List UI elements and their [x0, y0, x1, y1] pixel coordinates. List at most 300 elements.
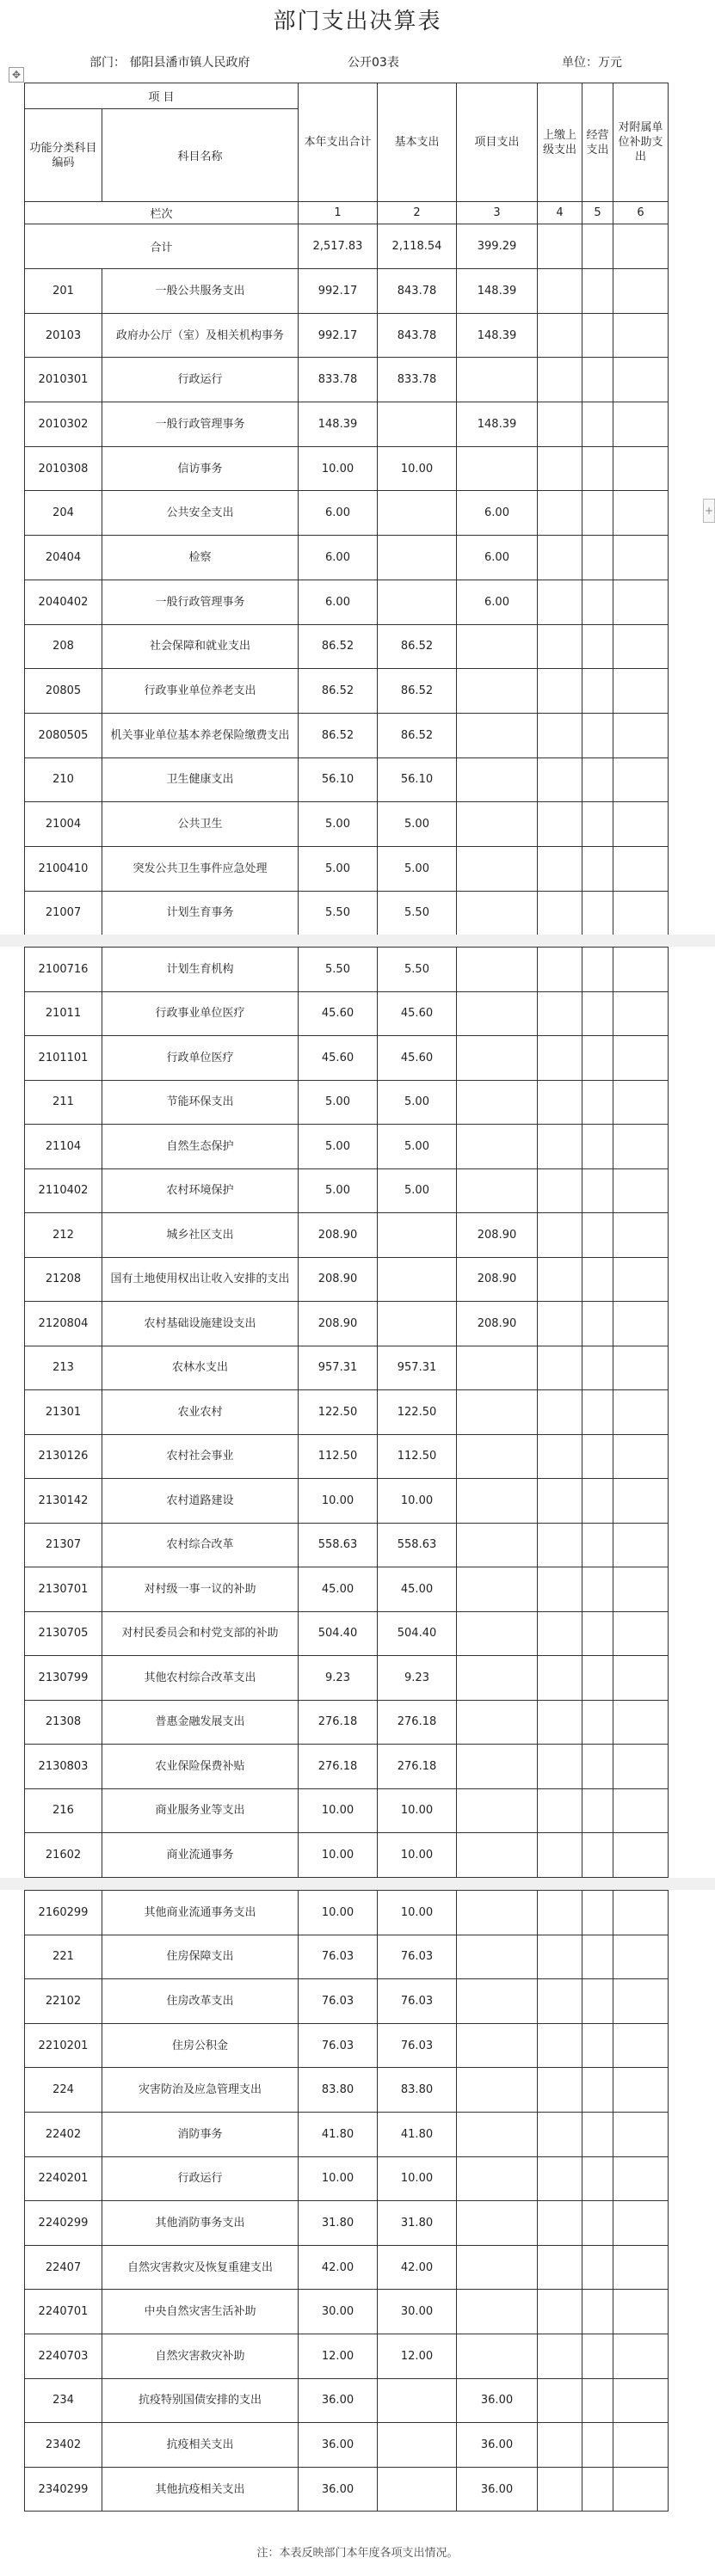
cell-project	[457, 846, 538, 891]
cell-subsidy	[613, 948, 669, 992]
table-row	[25, 1125, 669, 1169]
table-add-column-icon[interactable]: +	[703, 499, 715, 523]
cell-project	[457, 1833, 538, 1878]
cell-project	[457, 2245, 538, 2290]
cell-code: 21208	[25, 1257, 102, 1302]
cell-total: 504.40	[299, 1611, 378, 1656]
cell-upper	[538, 1935, 582, 1979]
header-upper: 上缴上级支出	[538, 83, 582, 202]
cell-total: 2,517.83	[299, 224, 378, 269]
cell-total: 208.90	[299, 1257, 378, 1302]
cell-subsidy	[613, 1833, 669, 1878]
cell-total: 122.50	[299, 1390, 378, 1435]
cell-project	[457, 1168, 538, 1213]
table-row	[25, 991, 669, 1036]
table-row	[25, 1168, 669, 1213]
cell-basic: 45.60	[378, 991, 457, 1036]
cell-basic: 112.50	[378, 1434, 457, 1479]
table-row	[25, 491, 669, 536]
cell-total: 558.63	[299, 1523, 378, 1567]
cell-project	[457, 1891, 538, 1935]
cell-upper	[538, 491, 582, 536]
cell-subsidy	[613, 580, 669, 624]
cell-upper	[538, 1611, 582, 1656]
cell-subject-name: 农业保险保费补贴	[102, 1745, 299, 1789]
cell-code: 210	[25, 757, 102, 802]
cell-total: 76.03	[299, 2023, 378, 2068]
cell-code: 211	[25, 1080, 102, 1125]
cell-subsidy	[613, 1979, 669, 2024]
cell-code: 2130701	[25, 1567, 102, 1612]
cell-operation	[582, 624, 613, 669]
cell-subsidy	[613, 2201, 669, 2246]
table-row	[25, 269, 669, 314]
cell-total: 76.03	[299, 1935, 378, 1979]
header-project-expense: 项目支出	[457, 83, 538, 202]
cell-upper	[538, 1257, 582, 1302]
cell-total: 992.17	[299, 269, 378, 314]
cell-basic: 276.18	[378, 1745, 457, 1789]
cell-total: 276.18	[299, 1700, 378, 1745]
cell-operation	[582, 536, 613, 580]
cell-subsidy	[613, 1788, 669, 1833]
cell-operation	[582, 1979, 613, 2024]
cell-code: 2080505	[25, 713, 102, 757]
cell-code: 2110402	[25, 1168, 102, 1213]
cell-upper	[538, 1125, 582, 1169]
cell-subsidy	[613, 1125, 669, 1169]
cell-upper	[538, 1168, 582, 1213]
col-number: 6	[613, 202, 669, 224]
cell-upper	[538, 1390, 582, 1435]
cell-total: 42.00	[299, 2245, 378, 2290]
cell-subsidy	[613, 1302, 669, 1346]
cell-basic: 122.50	[378, 1390, 457, 1435]
cell-code: 2120804	[25, 1302, 102, 1346]
cell-subsidy	[613, 846, 669, 891]
cell-basic: 558.63	[378, 1523, 457, 1567]
cell-project	[457, 1567, 538, 1612]
cell-total: 112.50	[299, 1434, 378, 1479]
cell-subsidy	[613, 1700, 669, 1745]
cell-code: 2240201	[25, 2156, 102, 2201]
cell-project: 36.00	[457, 2423, 538, 2468]
cell-subject-name: 一般行政管理事务	[102, 580, 299, 624]
header-project: 项 目	[25, 83, 299, 109]
cell-operation	[582, 757, 613, 802]
cell-subject-name: 自然灾害救灾补助	[102, 2334, 299, 2378]
cell-operation	[582, 1700, 613, 1745]
cell-project	[457, 1479, 538, 1524]
cell-upper	[538, 580, 582, 624]
cell-upper	[538, 1700, 582, 1745]
cell-basic: 276.18	[378, 1700, 457, 1745]
cell-subject-name: 机关事业单位基本养老保险缴费支出	[102, 713, 299, 757]
table-row	[25, 446, 669, 491]
cell-code: 2010308	[25, 446, 102, 491]
cell-subject-name: 节能环保支出	[102, 1080, 299, 1125]
cell-project: 36.00	[457, 2467, 538, 2512]
cell-project	[457, 2023, 538, 2068]
cell-subject-name: 信访事务	[102, 446, 299, 491]
cell-subsidy	[613, 1656, 669, 1701]
cell-code: 2240703	[25, 2334, 102, 2378]
cell-code: 2130799	[25, 1656, 102, 1701]
cell-subject-name: 农业农村	[102, 1390, 299, 1435]
cell-project	[457, 2112, 538, 2156]
cell-total: 41.80	[299, 2112, 378, 2156]
cell-upper	[538, 846, 582, 891]
cell-subject-name: 对村民委员会和村党支部的补助	[102, 1611, 299, 1656]
cell-operation	[582, 2245, 613, 2290]
cell-basic	[378, 491, 457, 536]
cell-subject-name: 行政事业单位养老支出	[102, 669, 299, 714]
table-row	[25, 1700, 669, 1745]
cell-operation	[582, 846, 613, 891]
table-move-handle-icon[interactable]: ✥	[9, 67, 24, 83]
table-row	[25, 2290, 669, 2334]
cell-project: 6.00	[457, 491, 538, 536]
cell-code: 21011	[25, 991, 102, 1036]
cell-upper	[538, 1434, 582, 1479]
cell-total: 31.80	[299, 2201, 378, 2246]
cell-basic	[378, 2423, 457, 2468]
cell-upper	[538, 2467, 582, 2512]
table-row	[25, 1745, 669, 1789]
cell-code: 204	[25, 491, 102, 536]
cell-total: 36.00	[299, 2467, 378, 2512]
cell-code: 2340299	[25, 2467, 102, 2512]
cell-operation	[582, 1479, 613, 1524]
cell-total: 10.00	[299, 446, 378, 491]
footnote: 注：本表反映部门本年度各项支出情况。	[256, 2547, 459, 2560]
cell-upper	[538, 2378, 582, 2423]
cell-operation	[582, 1935, 613, 1979]
cell-subject-name: 抗疫相关支出	[102, 2423, 299, 2468]
cell-code: 234	[25, 2378, 102, 2423]
cell-subsidy	[613, 713, 669, 757]
cell-basic: 9.23	[378, 1656, 457, 1701]
cell-upper	[538, 2023, 582, 2068]
cell-code: 20404	[25, 536, 102, 580]
cell-basic: 86.52	[378, 713, 457, 757]
cell-project	[457, 1080, 538, 1125]
cell-project	[457, 1979, 538, 2024]
cell-upper	[538, 1479, 582, 1524]
header-basic: 基本支出	[378, 83, 457, 202]
cell-project: 6.00	[457, 580, 538, 624]
cell-code: 2240701	[25, 2290, 102, 2334]
cell-code: 2010301	[25, 358, 102, 402]
table-row	[25, 1935, 669, 1979]
table-row	[25, 846, 669, 891]
cell-total: 12.00	[299, 2334, 378, 2378]
cell-subsidy	[613, 2245, 669, 2290]
table-row	[25, 1656, 669, 1701]
cell-basic: 10.00	[378, 1788, 457, 1833]
cell-total: 45.00	[299, 1567, 378, 1612]
cell-basic: 10.00	[378, 1891, 457, 1935]
table-row	[25, 580, 669, 624]
cell-subsidy	[613, 1213, 669, 1258]
cell-basic: 2,118.54	[378, 224, 457, 269]
cell-operation	[582, 580, 613, 624]
cell-upper	[538, 269, 582, 314]
table-row	[25, 2156, 669, 2201]
cell-total: 36.00	[299, 2423, 378, 2468]
cell-project	[457, 1700, 538, 1745]
cell-subject-name: 其他抗疫相关支出	[102, 2467, 299, 2512]
cell-upper	[538, 358, 582, 402]
cell-subsidy	[613, 1168, 669, 1213]
cell-upper	[538, 1346, 582, 1390]
table-row	[25, 2378, 669, 2423]
cell-upper	[538, 1656, 582, 1701]
cell-upper	[538, 2423, 582, 2468]
cell-total: 992.17	[299, 313, 378, 358]
cell-basic: 45.00	[378, 1567, 457, 1612]
table-row	[25, 1213, 669, 1258]
cell-subject-name: 一般公共服务支出	[102, 269, 299, 314]
total-row	[25, 224, 669, 269]
table-row	[25, 2201, 669, 2246]
header-operation: 经营支出	[582, 83, 613, 202]
cell-subject-name: 城乡社区支出	[102, 1213, 299, 1258]
cell-code: 2130705	[25, 1611, 102, 1656]
cell-code: 21307	[25, 1523, 102, 1567]
table-row	[25, 1788, 669, 1833]
cell-subject-name: 行政单位医疗	[102, 1036, 299, 1081]
cell-subsidy	[613, 358, 669, 402]
cell-upper	[538, 1213, 582, 1258]
cell-subsidy	[613, 2156, 669, 2201]
cell-code: 224	[25, 2068, 102, 2113]
cell-subject-name: 自然生态保护	[102, 1125, 299, 1169]
table-row	[25, 2334, 669, 2378]
cell-subject-name: 检察	[102, 536, 299, 580]
table-row	[25, 358, 669, 402]
cell-total: 56.10	[299, 757, 378, 802]
cell-upper	[538, 536, 582, 580]
table-row	[25, 1302, 669, 1346]
cell-project	[457, 2068, 538, 2113]
cell-total: 957.31	[299, 1346, 378, 1390]
cell-total: 10.00	[299, 1891, 378, 1935]
cell-total: 208.90	[299, 1213, 378, 1258]
cell-subsidy	[613, 757, 669, 802]
table-row	[25, 802, 669, 847]
cell-subject-name: 农村道路建设	[102, 1479, 299, 1524]
cell-project	[457, 1346, 538, 1390]
cell-code: 2100410	[25, 846, 102, 891]
cell-total: 83.80	[299, 2068, 378, 2113]
cell-total: 5.00	[299, 1168, 378, 1213]
cell-operation	[582, 446, 613, 491]
cell-project	[457, 1523, 538, 1567]
department-label: 部门： 郁阳县潘市镇人民政府	[89, 56, 250, 70]
cell-project: 208.90	[457, 1213, 538, 1258]
col-number: 4	[538, 202, 582, 224]
cell-upper	[538, 1979, 582, 2024]
cell-project: 148.39	[457, 269, 538, 314]
cell-basic: 12.00	[378, 2334, 457, 2378]
cell-upper	[538, 1833, 582, 1878]
cell-subject-name: 农村综合改革	[102, 1523, 299, 1567]
cell-subsidy	[613, 1434, 669, 1479]
table-row	[25, 2068, 669, 2113]
cell-subject-name: 其他消防事务支出	[102, 2201, 299, 2246]
cell-total: 36.00	[299, 2378, 378, 2423]
cell-basic	[378, 536, 457, 580]
cell-operation	[582, 269, 613, 314]
cell-code: 213	[25, 1346, 102, 1390]
cell-upper	[538, 713, 582, 757]
page-title: 部门支出决算表	[273, 9, 442, 34]
cell-project	[457, 1434, 538, 1479]
cell-basic	[378, 1213, 457, 1258]
cell-total: 86.52	[299, 624, 378, 669]
cell-basic: 42.00	[378, 2245, 457, 2290]
cell-total: 148.39	[299, 402, 378, 447]
cell-basic: 76.03	[378, 1979, 457, 2024]
cell-operation	[582, 991, 613, 1036]
cell-basic: 10.00	[378, 2156, 457, 2201]
cell-subsidy	[613, 1257, 669, 1302]
cell-project: 208.90	[457, 1257, 538, 1302]
cell-operation	[582, 2334, 613, 2378]
cell-total: 10.00	[299, 1833, 378, 1878]
cell-total: 45.60	[299, 1036, 378, 1081]
cell-upper	[538, 624, 582, 669]
cell-code: 212	[25, 1213, 102, 1258]
cell-upper	[538, 2201, 582, 2246]
cell-subject-name: 国有土地使用权出让收入安排的支出	[102, 1257, 299, 1302]
table-row	[25, 1523, 669, 1567]
cell-basic: 833.78	[378, 358, 457, 402]
table-row	[25, 669, 669, 714]
cell-subsidy	[613, 802, 669, 847]
table-row	[25, 1833, 669, 1878]
cell-basic: 86.52	[378, 669, 457, 714]
cell-upper	[538, 1302, 582, 1346]
cell-operation	[582, 2423, 613, 2468]
cell-total: 6.00	[299, 580, 378, 624]
cell-subject-name: 其他农村综合改革支出	[102, 1656, 299, 1701]
cell-total: 833.78	[299, 358, 378, 402]
cell-upper	[538, 1036, 582, 1081]
cell-code: 2130803	[25, 1745, 102, 1789]
cell-operation	[582, 2290, 613, 2334]
cell-operation	[582, 313, 613, 358]
cell-total: 30.00	[299, 2290, 378, 2334]
header-subsidy: 对附属单位补助支出	[613, 83, 669, 202]
unit-label: 单位：万元	[562, 56, 622, 70]
cell-total: 86.52	[299, 713, 378, 757]
col-number: 2	[378, 202, 457, 224]
cell-project	[457, 891, 538, 935]
cell-total: 276.18	[299, 1745, 378, 1789]
cell-subject-name: 公共卫生	[102, 802, 299, 847]
table-row	[25, 1390, 669, 1435]
cell-basic	[378, 1257, 457, 1302]
cell-upper	[538, 2112, 582, 2156]
expenditure-table	[24, 83, 669, 935]
cell-subject-name: 住房改革支出	[102, 1979, 299, 2024]
cell-operation	[582, 1611, 613, 1656]
cell-project	[457, 1390, 538, 1435]
cell-code: 21301	[25, 1390, 102, 1435]
cell-operation	[582, 2023, 613, 2068]
cell-upper	[538, 313, 582, 358]
cell-subsidy	[613, 2023, 669, 2068]
cell-total: 10.00	[299, 1479, 378, 1524]
cell-basic: 30.00	[378, 2290, 457, 2334]
table-row	[25, 1979, 669, 2024]
cell-operation	[582, 1523, 613, 1567]
cell-basic: 5.00	[378, 1168, 457, 1213]
cell-subject-name: 自然灾害救灾及恢复重建支出	[102, 2245, 299, 2290]
cell-code: 21104	[25, 1125, 102, 1169]
cell-subsidy	[613, 2290, 669, 2334]
cell-total: 5.00	[299, 1080, 378, 1125]
cell-operation	[582, 713, 613, 757]
cell-basic: 10.00	[378, 1479, 457, 1524]
cell-operation	[582, 1434, 613, 1479]
col-number: 5	[582, 202, 613, 224]
cell-subsidy	[613, 1523, 669, 1567]
cell-total: 45.60	[299, 991, 378, 1036]
cell-subject-name: 抗疫特别国债安排的支出	[102, 2378, 299, 2423]
cell-operation	[582, 1390, 613, 1435]
cell-operation	[582, 1080, 613, 1125]
table-row	[25, 1036, 669, 1081]
cell-operation	[582, 1257, 613, 1302]
table-row	[25, 402, 669, 447]
cell-subject-name: 住房保障支出	[102, 1935, 299, 1979]
cell-subsidy	[613, 1036, 669, 1081]
cell-code: 21602	[25, 1833, 102, 1878]
cell-code: 20805	[25, 669, 102, 714]
table-row	[25, 713, 669, 757]
cell-subsidy	[613, 1745, 669, 1789]
cell-subsidy	[613, 446, 669, 491]
cell-operation	[582, 1036, 613, 1081]
cell-project	[457, 1125, 538, 1169]
cell-operation	[582, 1788, 613, 1833]
table-row	[25, 1434, 669, 1479]
col-number: 1	[299, 202, 378, 224]
cell-subsidy	[613, 624, 669, 669]
cell-code: 2240299	[25, 2201, 102, 2246]
cell-operation	[582, 1745, 613, 1789]
cell-operation	[582, 402, 613, 447]
cell-operation	[582, 948, 613, 992]
cell-subject-name: 商业服务业等支出	[102, 1788, 299, 1833]
cell-code: 20103	[25, 313, 102, 358]
cell-basic: 843.78	[378, 313, 457, 358]
cell-subsidy	[613, 536, 669, 580]
cell-code: 201	[25, 269, 102, 314]
cell-upper	[538, 891, 582, 935]
cell-subsidy	[613, 2112, 669, 2156]
cell-project	[457, 1036, 538, 1081]
cell-basic: 843.78	[378, 269, 457, 314]
table-row	[25, 2245, 669, 2290]
cell-project	[457, 1745, 538, 1789]
cell-total: 86.52	[299, 669, 378, 714]
cell-operation	[582, 2112, 613, 2156]
cell-project	[457, 991, 538, 1036]
